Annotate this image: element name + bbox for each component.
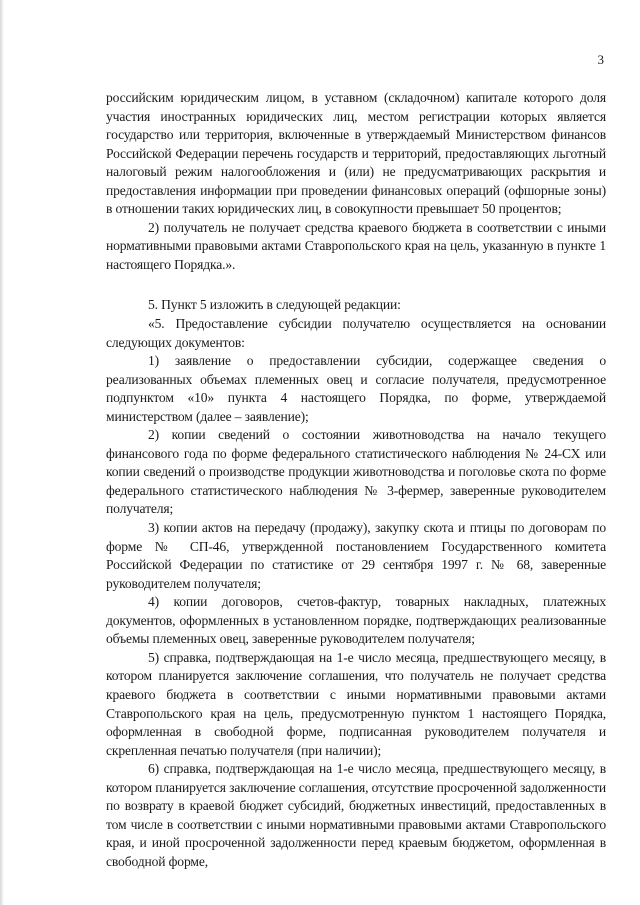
- paragraph-point-5-text: «5. Предоставление субсидии получателю осуществляется на основании следующих документов:: [106, 316, 606, 350]
- list-item-3: 3) копии актов на передачу (продажу), закупку скота и птицы по договорам по форме № СП-46, утвержденной постановлением Государственного комитета Российской Федерации по статистике от 29 сентября 1997 г. № 68, заверенные руководителем получателя;: [106, 520, 606, 591]
- list-item-2: 2) копии сведений о состоянии животноводства на начало текущего финансового года по форме федерального статистического наблюдения № 24-СХ или копии сведений о производстве продукции животноводства и поголовье скота по форме федерального статистического наблюдения № 3-фермер, заверенные руководителем получателя;: [106, 427, 606, 517]
- paragraph-item-2: 2) получатель не получает средства краевого бюджета в соответствии с иными нормативными правовыми актами Ставропольского края на цель, указанную в пункте 1 настоящего Порядка.».: [106, 219, 606, 272]
- list-item-4: 4) копии договоров, счетов-фактур, товарных накладных, платежных документов, оформленных в установленном порядке, подтверждающих реализованные объемы племенных овец, заверенные руководителем получателя;: [106, 594, 606, 647]
- paragraph-point-5-heading: 5. Пункт 5 изложить в следующей редакции:: [148, 297, 401, 313]
- list-item-5: 5) справка, подтверждающая на 1-е число месяца, предшествующего месяцу, в котором планируется заключение соглашения, что получатель не получает средства краевого бюджета в соответствии с иными нормативными правовыми актами Ставропольского края на цель, предусмотренную пунктом 1 настоящего Порядка, оформленная в свободной форме, подписанная руководителем получателя и скрепленная печатью получателя (при наличии);: [106, 649, 606, 758]
- list-item-6: 6) справка, подтверждающая на 1-е число месяца, предшествующего месяцу, в котором планируется заключение соглашения, отсутствие просроченной задолженности по возврату в краевой бюджет субсидий, бюджетных инвестиций, предоставленных в том числе в соответствии с иными нормативными правовыми актами Ставропольского края, и иной просроченной задолженности перед краевым бюджетом, оформленная в свободной форме,: [106, 761, 606, 869]
- list-item-1: 1) заявление о предоставлении субсидии, содержащее сведения о реализованных объемах племенных овец и согласие получателя, предусмотренное подпунктом «10» пункта 4 настоящего Порядка, по форме, утверждаемой министерством (далее – заявление);: [106, 353, 606, 424]
- scan-edge: [0, 0, 4, 905]
- page-number: 3: [597, 52, 604, 67]
- paragraph-continuation: российским юридическим лицом, в уставном (складочном) капитале которого доля участия иностранных юридических лиц, местом регистрации которых является государство или территория, включенные в утверждаемый Министерством финансов Российской Федерации перечень государств и территорий, предоставляющих льготный налоговый режим налогообложения и (или) не предусматривающих раскрытия и предоставления информации при проведении финансовых операций (офшорные зоны) в отношении таких юридических лиц, в совокупности превышает 50 процентов;: [106, 90, 606, 217]
- document-body: [106, 89, 606, 871]
